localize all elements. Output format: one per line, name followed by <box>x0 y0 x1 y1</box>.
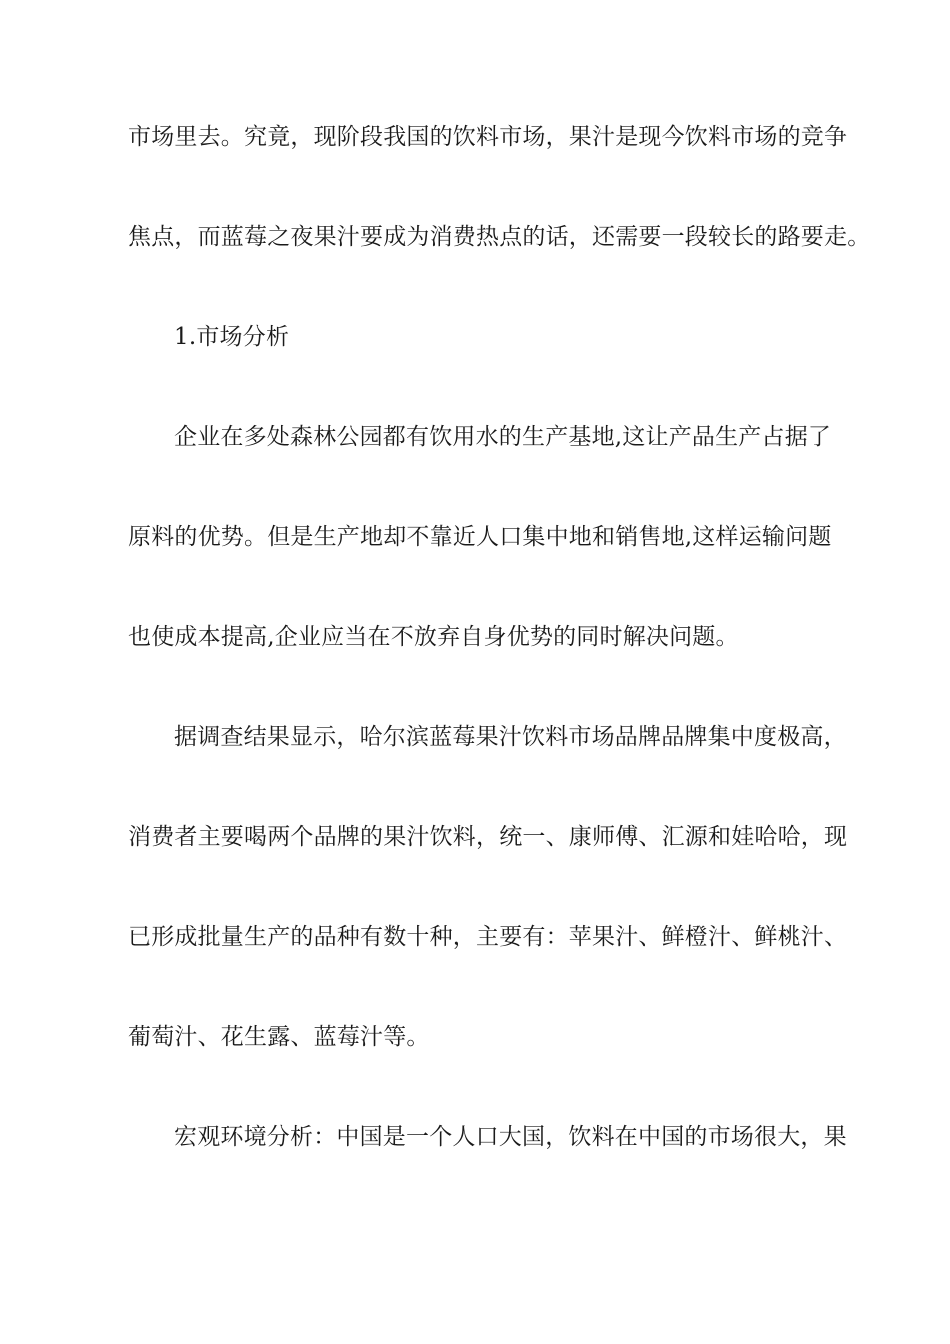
paragraph-line: 葡萄汁、花生露、蓝莓汁等。 <box>128 1024 430 1050</box>
section-heading: 1.市场分析 <box>174 324 290 350</box>
paragraph-line: 宏观环境分析：中国是一个人口大国，饮料在中国的市场很大，果 <box>174 1124 847 1150</box>
paragraph-line: 据调查结果显示，哈尔滨蓝莓果汁饮料市场品牌品牌集中度极高， <box>174 724 847 750</box>
paragraph-line: 原料的优势。但是生产地却不靠近人口集中地和销售地,这样运输问题 <box>128 524 832 550</box>
paragraph-line: 消费者主要喝两个品牌的果汁饮料，统一、康师傅、汇源和娃哈哈，现 <box>128 824 848 850</box>
paragraph-line: 企业在多处森林公园都有饮用水的生产基地,这让产品生产占据了 <box>174 424 832 450</box>
paragraph-line: 已形成批量生产的品种有数十种，主要有：苹果汁、鲜橙汁、鲜桃汁、 <box>128 924 848 950</box>
paragraph-line: 也使成本提高,企业应当在不放弃自身优势的同时解决问题。 <box>128 624 739 650</box>
paragraph-line: 市场里去。究竟，现阶段我国的饮料市场，果汁是现今饮料市场的竞争 <box>128 124 848 150</box>
paragraph-line: 焦点，而蓝莓之夜果汁要成为消费热点的话，还需要一段较长的路要走。 <box>128 224 871 250</box>
